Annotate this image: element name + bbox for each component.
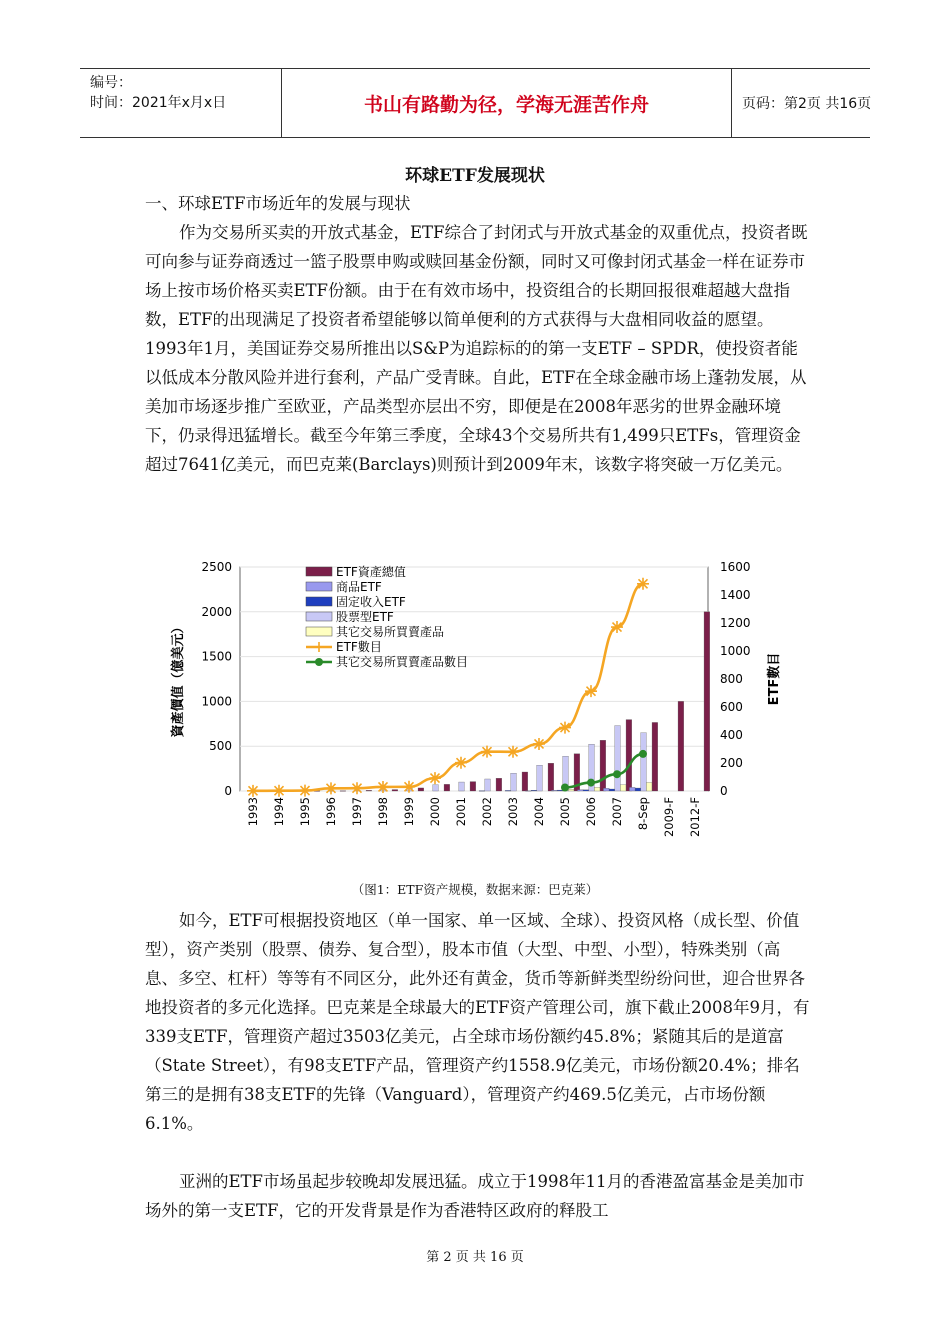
x-tick-label: 2007: [610, 797, 624, 827]
bar-3: [459, 782, 465, 791]
figure-caption: （图1：ETF资产规模，数据来源：巴克莱）: [351, 882, 599, 897]
y-tick-label: 0: [224, 784, 232, 798]
page-header: [80, 68, 870, 138]
x-tick-label: 1994: [272, 797, 286, 827]
header-page-label: 页码：第2页 共16页: [742, 96, 872, 112]
bar-4: [594, 787, 600, 791]
legend-label: ETF數目: [336, 640, 382, 654]
bar-0: [418, 788, 424, 791]
y2-tick-label: 600: [720, 700, 743, 714]
bar-0: [678, 701, 684, 791]
y-tick-label: 500: [209, 739, 232, 754]
bar-2: [557, 790, 563, 791]
legend-swatch: [306, 627, 332, 636]
bar-0: [496, 778, 502, 791]
series-point-star: [637, 578, 649, 590]
series-point-dot: [561, 784, 569, 792]
series-point-star: [585, 685, 597, 697]
bar-3: [537, 765, 543, 791]
bar-3: [641, 733, 647, 791]
x-tick-label: 2004: [532, 797, 546, 827]
bar-2: [609, 789, 615, 791]
y-tick-label: 2000: [201, 604, 232, 619]
x-tick-label: 2012-F: [688, 797, 702, 838]
etf-asset-chart: [160, 555, 800, 865]
x-tick-label: 1995: [298, 797, 312, 827]
bar-0: [652, 722, 658, 791]
y-axis-label: 資產價值（億美元）: [171, 620, 186, 738]
series-point-dot: [613, 770, 621, 778]
bar-1: [603, 788, 609, 791]
legend-label: ETF資產總值: [336, 565, 406, 579]
series-point-dot: [587, 779, 595, 787]
bar-2: [583, 790, 589, 791]
y2-tick-label: 400: [720, 728, 743, 742]
series-point-star: [507, 746, 519, 758]
y2-tick-label: 200: [720, 756, 743, 770]
doc-time-label: 时间：2021年x月x日: [90, 95, 227, 111]
bar-3: [485, 779, 491, 791]
series-point-star: [403, 781, 415, 793]
x-tick-label: 2000: [428, 797, 442, 827]
x-tick-label: 1996: [324, 797, 338, 827]
bar-4: [620, 785, 626, 791]
bar-2: [505, 790, 511, 791]
y-tick-label: 2500: [201, 560, 232, 574]
legend-label: 其它交易所買賣產品: [336, 625, 445, 639]
page-footer: 第 2 页 共 16 页: [426, 1250, 524, 1265]
bar-2: [635, 788, 641, 791]
bar-0: [470, 782, 476, 791]
legend-swatch: [306, 597, 332, 606]
legend-swatch: [306, 612, 332, 621]
y2-tick-label: 800: [720, 672, 743, 686]
x-tick-label: 2006: [584, 797, 598, 827]
bar-3: [511, 773, 517, 791]
x-tick-label: 2009-F: [662, 797, 676, 838]
series-point-star: [247, 785, 259, 797]
series-point-star: [559, 722, 571, 734]
y-tick-label: 1000: [201, 694, 232, 709]
y2-tick-label: 1400: [720, 588, 751, 602]
bar-0: [392, 790, 398, 791]
y-tick-label: 1500: [201, 649, 232, 664]
bar-0: [444, 784, 450, 791]
bar-0: [548, 763, 554, 791]
legend-swatch: [306, 582, 332, 591]
series-point-star: [429, 772, 441, 784]
series-point-star: [325, 782, 337, 794]
bar-0: [366, 790, 372, 791]
y2-tick-label: 0: [720, 784, 728, 798]
legend-label: 其它交易所買賣產品數目: [336, 655, 469, 669]
bar-2: [531, 790, 537, 791]
bar-2: [479, 791, 485, 792]
series-point-dot: [639, 750, 647, 758]
x-tick-label: 8-Sep: [636, 797, 650, 831]
header-motto: 书山有路勤为径，学海无涯苦作舟: [282, 69, 732, 137]
series-point-star: [533, 738, 545, 750]
bar-0: [704, 612, 710, 791]
bar-0: [600, 740, 606, 791]
paragraph-1: 作为交易所买卖的开放式基金，ETF综合了封闭式与开放式基金的双重优点，投资者既可向参与证券商透过一篮子股票申购或赎回基金份额，同时又可像封闭式基金一样在证券市场上按市场价格买卖ETF份额。由于在有效市场中，投资组合的长期回报很难超越大盘指数，ETF的出现满足了投资者希望能够以简单便利的方式获得与大盘相同收益的愿望。1993年1月，美国证券交易所推出以S&P为追踪标的的第一支ETF – SPDR，使投资者能以低成本分散风险并进行套利，产品广受青睐。自此，ETF在全球金融市场上蓬勃发展，从美加市场逐步推广至欧亚，产品类型亦层出不穷，即便是在2008年恶劣的世界金融环境下，仍录得迅猛增长。截至今年第三季度，全球43个交易所共有1,499只ETFs，管理资金超过7641亿美元，而巴克莱(Barclays)则预计到2009年末，该数字将突破一万亿美元。: [145, 223, 808, 474]
x-tick-label: 2003: [506, 797, 520, 827]
legend-marker: [315, 658, 323, 666]
series-point-star: [377, 781, 389, 793]
legend-label: 固定收入ETF: [336, 595, 406, 609]
bar-4: [568, 789, 574, 791]
bar-1: [525, 791, 531, 792]
x-tick-label: 1993: [246, 797, 260, 827]
bar-1: [577, 790, 583, 791]
doc-title: 环球ETF发展现状: [405, 166, 545, 186]
paragraph-3: 亚洲的ETF市场虽起步较晚却发展迅猛。成立于1998年11月的香港盈富基金是美加市场外的第一支ETF，它的开发背景是作为香港特区政府的释股工: [145, 1172, 805, 1220]
x-tick-label: 1998: [376, 797, 390, 827]
header-meta: [80, 69, 282, 137]
y2-axis-label: ETF數目: [767, 652, 782, 706]
series-point-star: [455, 757, 467, 769]
x-tick-label: 1997: [350, 797, 364, 827]
bar-1: [551, 790, 557, 791]
y2-tick-label: 1000: [720, 644, 751, 658]
x-tick-label: 1999: [402, 797, 416, 827]
legend-label: 股票型ETF: [336, 610, 394, 624]
bar-1: [629, 787, 635, 791]
x-tick-label: 2005: [558, 797, 572, 827]
x-tick-label: 2001: [454, 797, 468, 827]
paragraph-2: 如今，ETF可根据投资地区（单一国家、单一区域、全球）、投资风格（成长型、价值型），资产类别（股票、债券、复合型），股本市值（大型、中型、小型），特殊类别（高息、多空、杠杆）等等有不同区分，此外还有黄金，货币等新鲜类型纷纷问世，迎合世界各地投资者的多元化选择。巴克莱是全球最大的ETF资产管理公司，旗下截止2008年9月，有339支ETF，管理资产超过3503亿美元，占全球市场份额约45.8%；紧随其后的是道富（State Street），有98支ETF产品，管理资产约1558.9亿美元，市场份额20.4%；排名第三的是拥有38支ETF的先锋（Vanguard），管理资产约469.5亿美元，占市场份额6.1%。: [145, 911, 810, 1133]
x-tick-label: 2002: [480, 797, 494, 827]
legend-label: 商品ETF: [336, 580, 382, 594]
bar-4: [646, 782, 652, 791]
bar-0: [522, 772, 528, 791]
y2-tick-label: 1200: [720, 616, 751, 630]
doc-number-label: 编号：: [90, 75, 132, 91]
legend-swatch: [306, 567, 332, 576]
bar-0: [340, 791, 346, 792]
y2-tick-label: 1600: [720, 560, 751, 574]
series-point-star: [481, 746, 493, 758]
series-point-star: [273, 785, 285, 797]
bar-3: [433, 785, 439, 791]
bar-0: [626, 720, 632, 791]
section-heading: 一、环球ETF市场近年的发展与现状: [145, 194, 411, 213]
bar-3: [615, 726, 621, 791]
series-point-star: [611, 621, 623, 633]
series-point-star: [351, 782, 363, 794]
series-point-star: [299, 785, 311, 797]
